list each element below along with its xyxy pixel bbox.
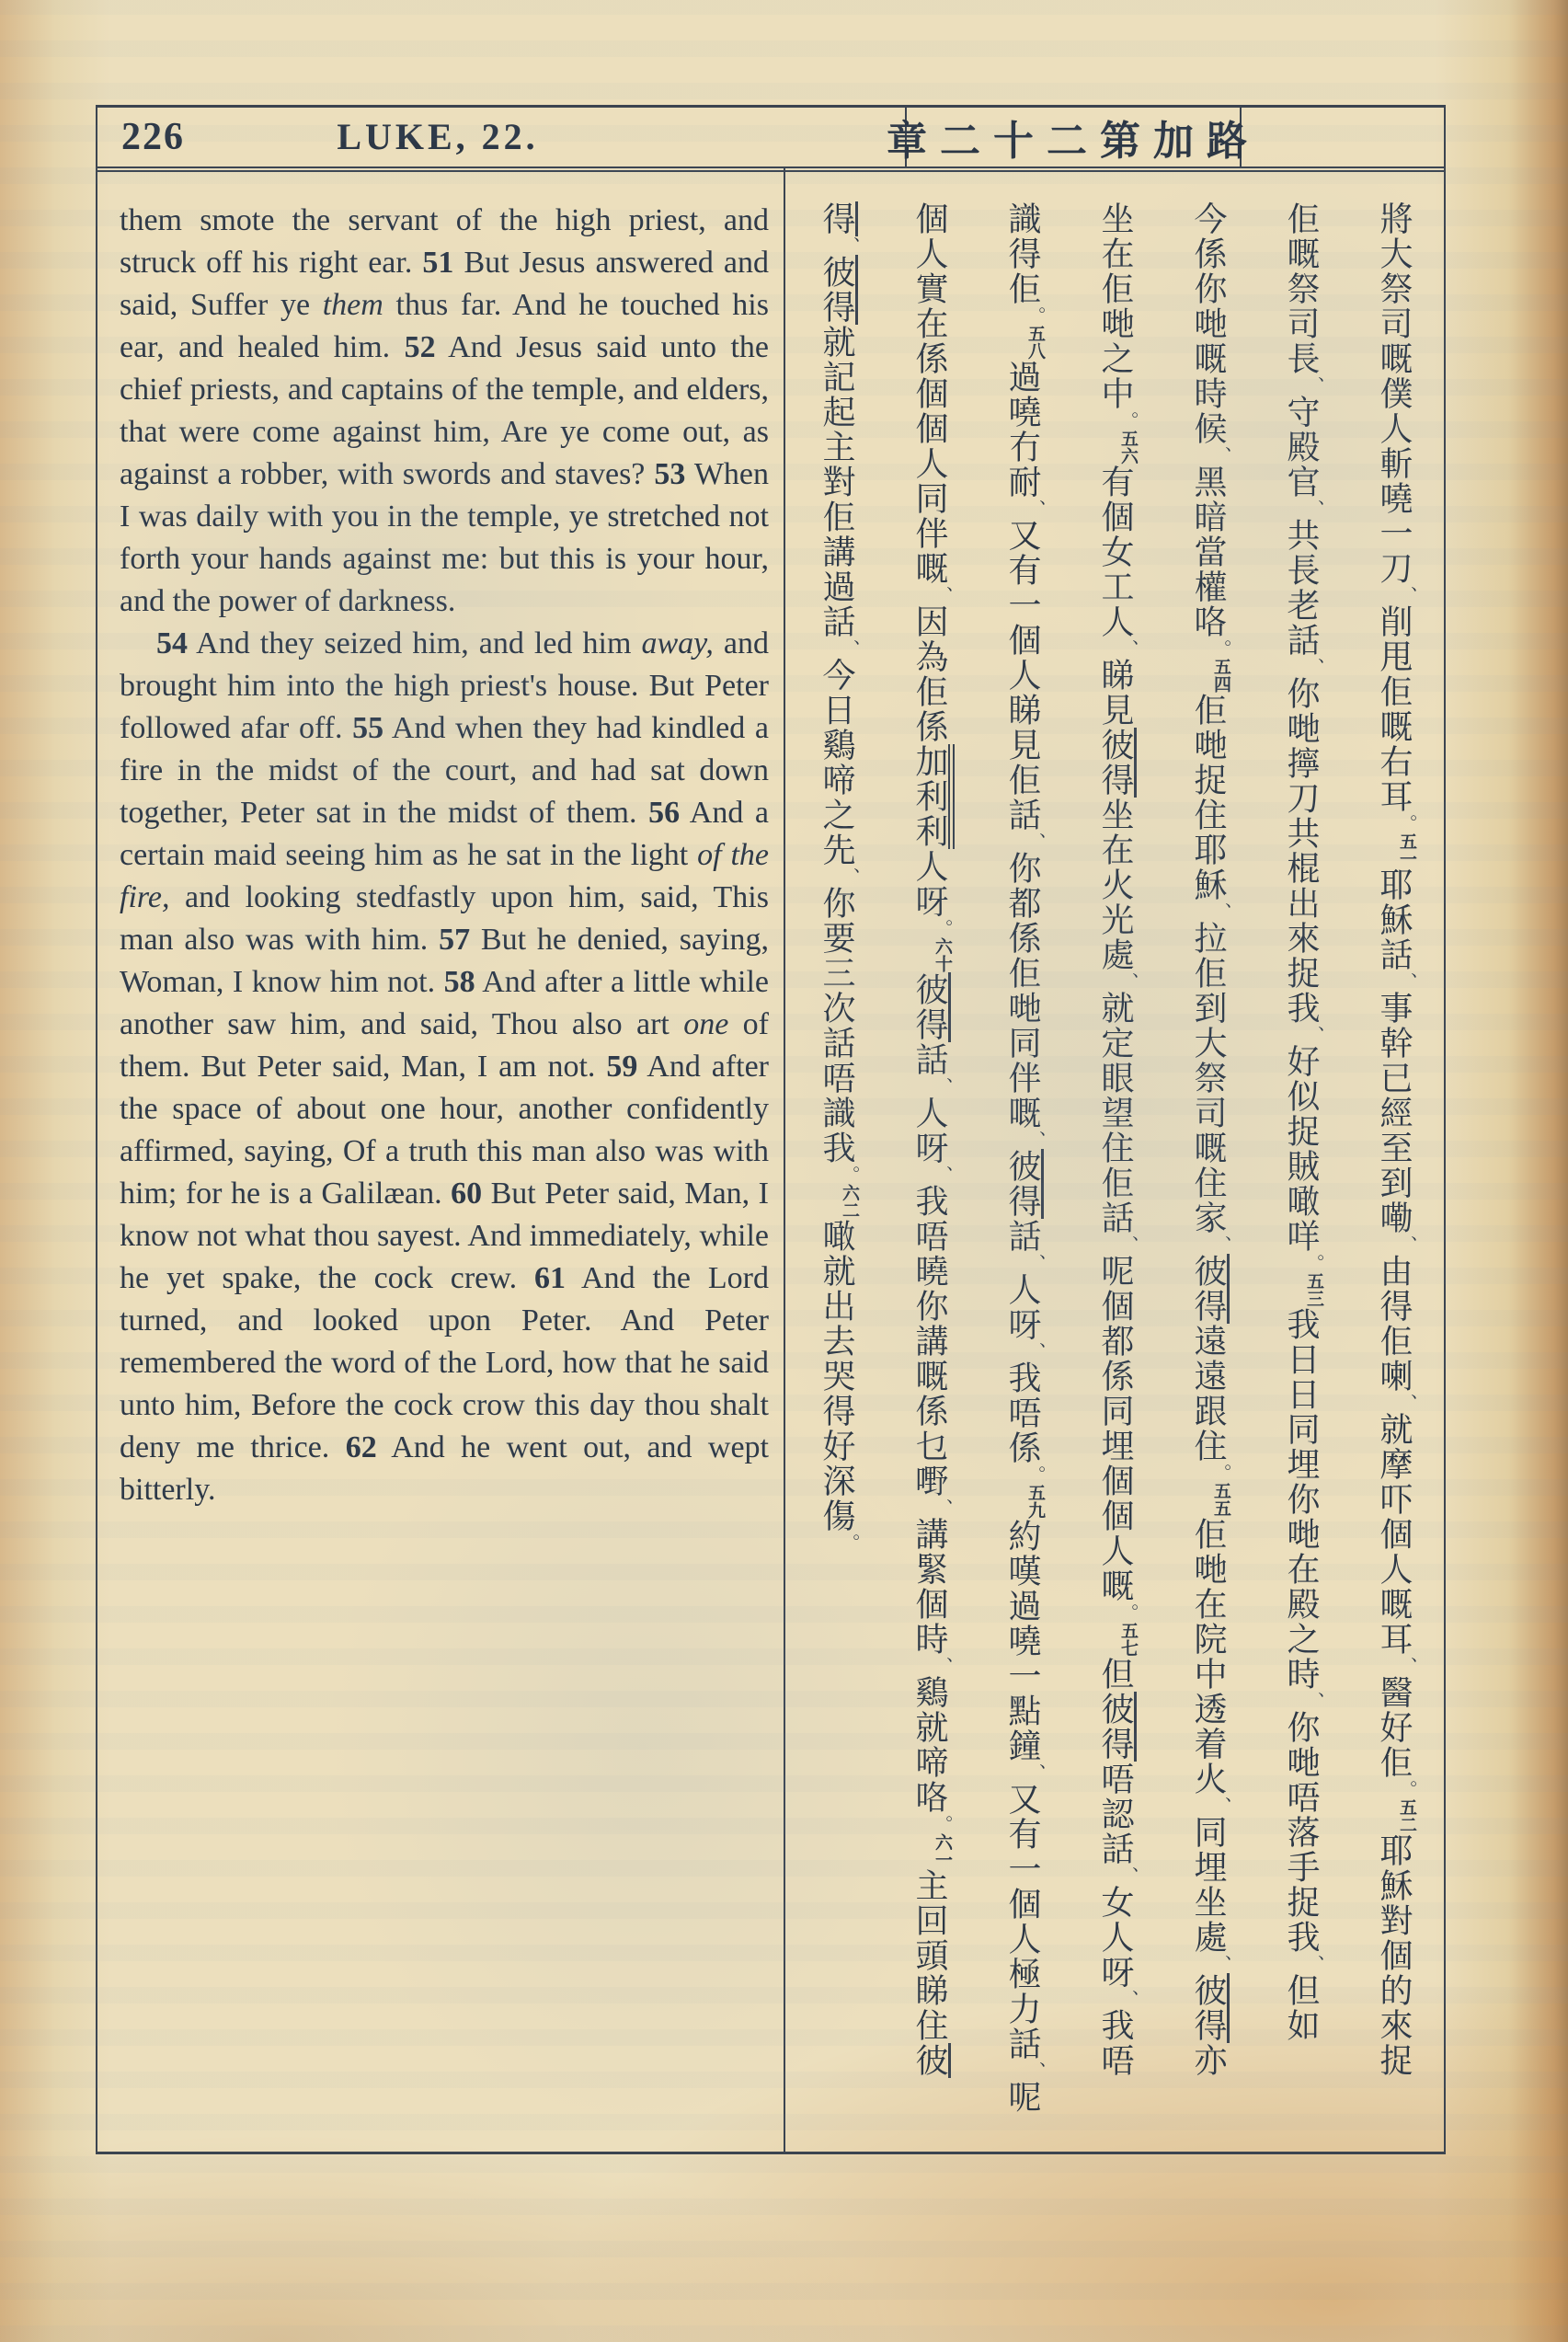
page-number: 226 bbox=[121, 116, 185, 158]
english-paragraph bbox=[120, 623, 777, 1511]
punctuation-mark: 、 bbox=[839, 867, 859, 886]
punctuation-mark: 、 bbox=[1117, 1990, 1138, 2008]
text-run: And when they had kindled a fire in the midst of the court, and had sat down together, Peter sat in the midst of them. bbox=[120, 711, 777, 830]
punctuation-mark: 、 bbox=[1117, 639, 1138, 658]
verse-number: 五六 bbox=[1118, 430, 1138, 465]
verse-number: 五五 bbox=[1211, 1482, 1230, 1517]
text-run: But he denied, saying, Woman, I know him not. bbox=[120, 923, 776, 999]
proper-name-marked: 彼得 bbox=[1004, 1149, 1044, 1219]
verse-number: 五四 bbox=[1211, 658, 1230, 693]
proper-name-marked: 彼得 bbox=[1097, 1692, 1137, 1762]
italic-word: them bbox=[322, 288, 383, 322]
verse-number: 53 bbox=[654, 457, 686, 491]
text-run: 識得佢。 bbox=[1004, 201, 1045, 325]
punctuation-mark: 、 bbox=[1210, 902, 1230, 921]
punctuation-mark: 、 bbox=[839, 639, 859, 658]
punctuation-mark: 、 bbox=[1396, 1394, 1416, 1412]
text-run: 佢嘅祭司長、守殿官、共長老話、你哋擰刀共棍出來捉我、好似捉賊噉咩。 bbox=[1283, 201, 1323, 1272]
punctuation-mark: 、 bbox=[1210, 1955, 1230, 1973]
text-run: 過嘵冇耐、又有一個人睇見佢話、你都係佢哋同伴嘅、 bbox=[1004, 360, 1045, 1149]
punctuation-mark: 。 bbox=[932, 919, 952, 937]
punctuation-mark: 。 bbox=[839, 1165, 859, 1184]
running-title-chinese: 章二十二第加路 bbox=[887, 119, 1260, 164]
verse-number: 六二 bbox=[840, 1184, 859, 1219]
punctuation-mark: 。 bbox=[1024, 1465, 1045, 1484]
punctuation-mark: 、 bbox=[1303, 1955, 1323, 1973]
proper-name-marked: 彼得 bbox=[1190, 1973, 1230, 2043]
text-run: When I was daily with you in the temple, ye stretched not forth your hands against me: but this is your hour, and the power of darkness. bbox=[120, 457, 777, 618]
text-run: 個人實在係個個人同伴嘅、因為佢係 bbox=[911, 201, 952, 744]
verse-number: 五八 bbox=[1025, 325, 1045, 360]
punctuation-mark: 、 bbox=[1303, 376, 1323, 395]
text-run: 佢哋捉住耶穌、拉佢到大祭司嘅住家、 bbox=[1190, 693, 1230, 1254]
verse-number: 60 bbox=[451, 1177, 483, 1211]
column-divider-rule bbox=[784, 166, 785, 2154]
chinese-vertical-column bbox=[794, 170, 887, 2153]
text-run: But Jesus answered and said, Suffer ye bbox=[120, 246, 777, 322]
text-run: 但 bbox=[1097, 1657, 1134, 1692]
verse-number: 五二 bbox=[1397, 1798, 1416, 1833]
punctuation-mark: 、 bbox=[1024, 2061, 1045, 2080]
punctuation-mark: 。 bbox=[1303, 1254, 1323, 1272]
verse-number: 54 bbox=[156, 626, 188, 660]
punctuation-mark: 、 bbox=[1303, 1026, 1323, 1044]
english-paragraph bbox=[120, 200, 777, 623]
italic-word: of the fire, bbox=[120, 838, 777, 914]
chinese-vertical-column bbox=[1165, 170, 1258, 2153]
punctuation-mark: 、 bbox=[1396, 1235, 1416, 1254]
text-run: of them. But Peter said, Man, I am not. bbox=[120, 1007, 777, 1084]
english-text-column bbox=[120, 200, 777, 1511]
text-run: and brought him into the high priest's house. But Peter followed afar off. bbox=[120, 626, 777, 745]
text-run: 坐在佢哋之中。 bbox=[1097, 201, 1138, 430]
text-run: and looking stedfastly upon him, said, This man also was with him. bbox=[120, 880, 777, 957]
chinese-text-columns bbox=[789, 170, 1444, 2153]
punctuation-mark: 、 bbox=[1024, 1254, 1045, 1272]
punctuation-mark: 。 bbox=[1396, 1780, 1416, 1798]
proper-name-marked: 彼 bbox=[911, 2043, 951, 2078]
text-run: And Jesus said unto the chief priests, and captains of the temple, and elders, that were come against him, Are ye come out, as against a robber, with swords and staves? bbox=[120, 330, 777, 491]
chinese-vertical-column bbox=[1351, 170, 1444, 2153]
text-run: 佢哋在院中透着火、同埋坐處、 bbox=[1190, 1517, 1230, 1973]
text-run: 約嘆過嘵一點鐘、又有一個人極力話、呢 bbox=[1004, 1519, 1045, 2115]
text-run: 有個女工人、睇見 bbox=[1097, 465, 1138, 728]
proper-name-marked: 彼得 bbox=[818, 255, 858, 325]
punctuation-mark: 、 bbox=[1396, 972, 1416, 991]
text-run: 耶穌對個的來捉 bbox=[1376, 1833, 1413, 2078]
place-name-marked: 加利利 bbox=[911, 744, 955, 849]
punctuation-mark: 、 bbox=[1024, 499, 1045, 518]
proper-name-marked: 得 bbox=[818, 201, 858, 236]
punctuation-mark: 、 bbox=[1396, 1657, 1416, 1675]
text-run: 人呀。 bbox=[911, 849, 952, 937]
text-run: 唔認話、女人呀、我唔 bbox=[1097, 1762, 1138, 2078]
proper-name-marked: 彼得 bbox=[911, 972, 951, 1042]
punctuation-mark: 、 bbox=[932, 586, 952, 604]
text-run: And the Lord turned, and looked upon Peter. And Peter remembered the word of the Lord, how that he said unto him, Before the cock crow this day thou shalt deny me thrice. bbox=[120, 1261, 777, 1464]
page-border-frame bbox=[96, 105, 1446, 2154]
punctuation-mark: 、 bbox=[1117, 1235, 1138, 1254]
text-run: And after the space of about one hour, another confidently affirmed, saying, Of a truth this man also was with him; for he is a Galilæan. bbox=[120, 1050, 777, 1211]
text-run: 耶穌話、事幹已經至到嘞、由得佢喇、就摩吓個人嘅耳、醫好佢。 bbox=[1376, 867, 1416, 1798]
punctuation-mark: 、 bbox=[932, 1165, 952, 1184]
text-run: 主回頭睇住 bbox=[911, 1868, 948, 2043]
punctuation-mark: 。 bbox=[1396, 814, 1416, 832]
chinese-vertical-column bbox=[1072, 170, 1165, 2153]
verse-number: 五七 bbox=[1118, 1622, 1138, 1657]
punctuation-mark: 、 bbox=[1210, 1797, 1230, 1815]
italic-word: one bbox=[683, 1007, 729, 1041]
chinese-vertical-column bbox=[979, 170, 1072, 2153]
italic-word: away, bbox=[641, 626, 714, 660]
verse-number: 六一 bbox=[933, 1833, 952, 1868]
verse-number: 62 bbox=[345, 1430, 377, 1464]
verse-number: 五一 bbox=[1397, 832, 1416, 867]
verse-number: 56 bbox=[648, 796, 681, 830]
verse-number: 59 bbox=[606, 1050, 638, 1084]
text-run: And he went out, and wept bitterly. bbox=[120, 1430, 777, 1507]
verse-number: 55 bbox=[352, 711, 384, 745]
punctuation-mark: 。 bbox=[932, 1815, 952, 1833]
punctuation-mark: 、 bbox=[1210, 446, 1230, 465]
page-header bbox=[97, 108, 1444, 172]
text-run: And a certain maid seeing him as he sat in the light bbox=[120, 796, 777, 872]
punctuation-mark: 、 bbox=[1024, 1342, 1045, 1360]
chinese-vertical-column bbox=[887, 170, 979, 2153]
proper-name-marked: 彼得 bbox=[1097, 728, 1137, 798]
verse-number: 五九 bbox=[1025, 1484, 1045, 1519]
text-run: And after a little while another saw him, and said, Thou also art bbox=[120, 965, 777, 1041]
verse-number: 51 bbox=[422, 246, 454, 280]
punctuation-mark: 、 bbox=[1024, 832, 1045, 851]
punctuation-mark: 。 bbox=[1117, 411, 1138, 430]
punctuation-mark: 、 bbox=[1024, 1131, 1045, 1149]
verse-number: 52 bbox=[404, 330, 436, 364]
text-run bbox=[818, 236, 859, 255]
chinese-vertical-column bbox=[1258, 170, 1351, 2153]
punctuation-mark: 、 bbox=[932, 1077, 952, 1096]
text-run: 話、人呀、我唔曉你講嘅係乜嘢、講緊個時、鷄就啼咯。 bbox=[911, 1042, 952, 1833]
punctuation-mark: 、 bbox=[1396, 586, 1416, 604]
verse-number: 58 bbox=[443, 965, 475, 999]
punctuation-mark: 。 bbox=[1210, 1464, 1230, 1482]
running-title-english: LUKE, 22. bbox=[337, 116, 539, 157]
verse-number: 五三 bbox=[1304, 1272, 1323, 1307]
text-run: 將大祭司嘅僕人斬嘵一刀、削甩佢嘅右耳。 bbox=[1376, 201, 1416, 832]
punctuation-mark: 、 bbox=[1303, 658, 1323, 676]
text-run: 我日日同埋你哋在殿之時、你哋唔落手捉我、但如 bbox=[1283, 1307, 1323, 2043]
punctuation-mark: 、 bbox=[1117, 1866, 1138, 1885]
punctuation-mark: 、 bbox=[839, 236, 859, 255]
text-run: them smote the servant of the high priest, and struck off his right ear. bbox=[120, 203, 777, 280]
text-run: 噉就出去哭得好深傷。 bbox=[818, 1219, 859, 1552]
verse-number: 57 bbox=[439, 923, 471, 957]
text-run: 坐在火光處、就定眼望住佢話、呢個都係同埋個個人嘅。 bbox=[1097, 798, 1138, 1622]
punctuation-mark: 、 bbox=[932, 1498, 952, 1517]
text-run: 今係你哋嘅時候、黑暗當權咯。 bbox=[1190, 201, 1230, 658]
verse-number: 61 bbox=[534, 1261, 566, 1295]
text-run: And they seized him, and led him bbox=[188, 626, 642, 660]
punctuation-mark: 。 bbox=[1210, 639, 1230, 658]
text-run: 遠遠跟住。 bbox=[1190, 1324, 1230, 1482]
text-run: But Peter said, Man, I know not what thou sayest. And immediately, while he yet spake, the cock crew. bbox=[120, 1177, 777, 1295]
punctuation-mark: 、 bbox=[1024, 1763, 1045, 1782]
punctuation-mark: 、 bbox=[1303, 499, 1323, 518]
text-run: 就記起主對佢講過話、今日鷄啼之先、你要三次話唔識我。 bbox=[818, 325, 859, 1184]
punctuation-mark: 。 bbox=[1117, 1603, 1138, 1622]
punctuation-mark: 、 bbox=[1210, 1235, 1230, 1254]
text-run: 話、人呀、我唔係。 bbox=[1004, 1219, 1045, 1484]
punctuation-mark: 、 bbox=[932, 1657, 952, 1675]
verse-number: 六十 bbox=[933, 937, 952, 972]
text-run: thus far. And he touched his ear, and healed him. bbox=[120, 288, 777, 364]
punctuation-mark: 。 bbox=[1024, 306, 1045, 325]
proper-name-marked: 彼得 bbox=[1190, 1254, 1230, 1324]
running-title-chinese-box bbox=[887, 108, 1260, 166]
punctuation-mark: 、 bbox=[1303, 1692, 1323, 1710]
punctuation-mark: 。 bbox=[839, 1533, 859, 1552]
punctuation-mark: 、 bbox=[1117, 972, 1138, 991]
text-run: 亦 bbox=[1190, 2043, 1227, 2078]
